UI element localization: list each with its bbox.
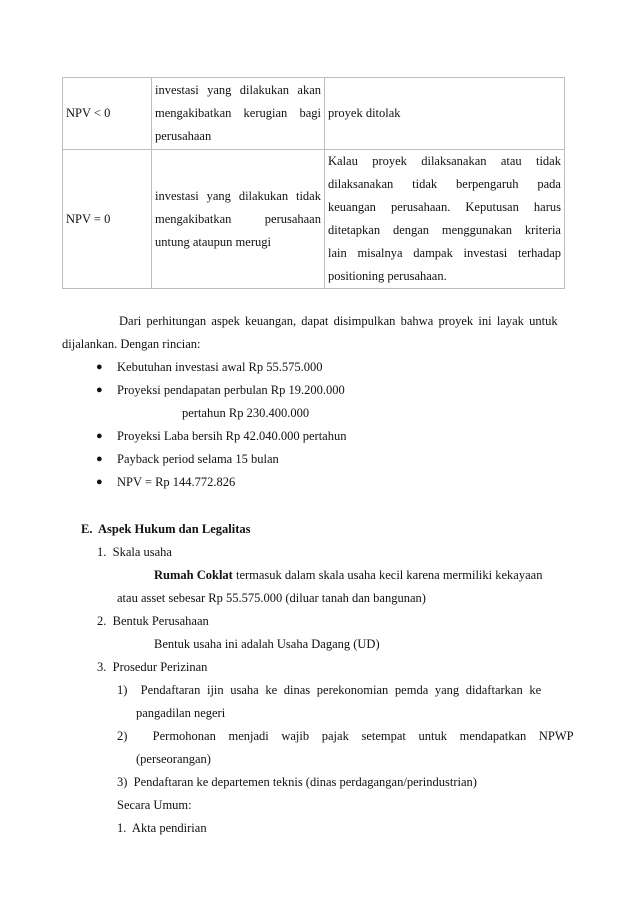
word: dampak xyxy=(413,246,453,261)
bullet-icon: ● xyxy=(96,453,103,465)
description-line: untung ataupun merugi xyxy=(155,234,271,249)
business-name: Rumah Coklat xyxy=(154,568,233,582)
scale-text-line-1 xyxy=(154,569,542,582)
form-label: 2. Bentuk Perusahaan xyxy=(97,614,209,628)
bullet-revenue-year: pertahun Rp 230.400.000 xyxy=(182,406,310,420)
description-line xyxy=(155,208,321,231)
procedure-item-1-cont: pangadilan negeri xyxy=(136,706,226,720)
word: dilaksanakan xyxy=(421,154,487,169)
word: terhadap xyxy=(517,246,561,261)
table-row xyxy=(63,150,565,289)
bullet-revenue-month: Proyeksi pendapatan perbulan Rp 19.200.000 xyxy=(117,383,345,397)
description-line xyxy=(155,102,321,125)
bullet-payback: Payback period selama 15 bulan xyxy=(117,452,279,466)
scale-text-line-2: atau asset sebesar Rp 55.575.000 (diluar tanah dan bangunan) xyxy=(117,591,426,605)
procedure-item-1: 1) Pendaftaran ijin usaha ke dinas perekonomian pemda yang didaftarkan ke xyxy=(117,683,542,697)
procedure-item-2-cont: (perseorangan) xyxy=(136,752,211,766)
word: investasi xyxy=(155,188,199,203)
word: tidak xyxy=(535,154,561,169)
decision-line xyxy=(328,219,561,242)
word: tidak xyxy=(412,177,438,192)
word: kriteria xyxy=(524,223,561,238)
word: mengakibatkan xyxy=(155,211,232,226)
conclusion-line-2: dijalankan. Dengan rincian: xyxy=(62,337,201,351)
description-line: perusahaan xyxy=(155,129,212,144)
word: harus xyxy=(533,200,561,215)
description-line xyxy=(155,185,321,208)
word: yang xyxy=(207,83,232,98)
word: berpengaruh xyxy=(456,177,519,192)
word: pada xyxy=(537,177,561,192)
word: dilakukan xyxy=(239,83,290,98)
word: akan xyxy=(297,83,321,98)
word: yang xyxy=(206,188,231,203)
bullet-icon: ● xyxy=(96,361,103,373)
procedure-item-2: 2) Permohonan menjadi wajib pajak setempat untuk mendapatkan NPWP xyxy=(117,729,574,743)
form-text: Bentuk usaha ini adalah Usaha Dagang (UD) xyxy=(154,637,380,651)
word: Keputusan xyxy=(465,200,519,215)
table-row xyxy=(63,78,565,150)
word: bagi xyxy=(299,106,321,121)
word: keuangan xyxy=(328,200,376,215)
general-label: Secara Umum: xyxy=(117,798,192,812)
decision-line xyxy=(328,196,561,219)
bullet-npv: NPV = Rp 144.772.826 xyxy=(117,475,236,489)
word: tidak xyxy=(295,188,321,203)
description-line xyxy=(155,79,321,102)
procedure-item-3: 3) Pendaftaran ke departemen teknis (dinas perdagangan/perindustrian) xyxy=(117,775,477,789)
decision-cell: proyek ditolak xyxy=(325,78,565,150)
decision-cell xyxy=(325,150,565,289)
procedure-label: 3. Prosedur Perizinan xyxy=(97,660,208,674)
word: lain xyxy=(328,246,347,261)
decision-line: positioning perusahaan. xyxy=(328,269,447,284)
word: mengakibatkan xyxy=(155,106,232,121)
description-cell xyxy=(152,150,325,289)
word: menggunakan xyxy=(441,223,513,238)
word: investasi xyxy=(463,246,508,261)
word: perusahaan xyxy=(264,211,321,226)
decision-line xyxy=(328,150,561,173)
word: atau xyxy=(500,154,522,169)
bullet-icon: ● xyxy=(96,476,103,488)
decision-line xyxy=(328,173,561,196)
word: Kalau xyxy=(328,154,358,169)
word: dilaksanakan xyxy=(328,177,394,192)
condition-cell: NPV < 0 xyxy=(63,78,152,150)
word: dilakukan xyxy=(238,188,289,203)
section-heading: E. Aspek Hukum dan Legalitas xyxy=(81,522,251,536)
conclusion-line-1: Dari perhitungan aspek keuangan, dapat disimpulkan bahwa proyek ini layak untuk xyxy=(119,314,558,328)
bullet-icon: ● xyxy=(96,430,103,442)
decision-line xyxy=(328,242,561,265)
word: perusahaan. xyxy=(390,200,451,215)
word: kerugian xyxy=(243,106,288,121)
word: investasi xyxy=(155,83,199,98)
scale-text-rest: termasuk dalam skala usaha kecil karena mermiliki kekayaan xyxy=(235,568,543,582)
description-cell xyxy=(152,78,325,150)
bullet-investment: Kebutuhan investasi awal Rp 55.575.000 xyxy=(117,360,323,374)
word: proyek xyxy=(372,154,407,169)
word: misalnya xyxy=(357,246,403,261)
word: ditetapkan xyxy=(328,223,381,238)
bullet-profit: Proyeksi Laba bersih Rp 42.040.000 pertahun xyxy=(117,429,347,443)
word: dengan xyxy=(392,223,430,238)
npv-table xyxy=(62,77,565,289)
condition-cell: NPV = 0 xyxy=(63,150,152,289)
bullet-icon: ● xyxy=(96,384,103,396)
general-item-1: 1. Akta pendirian xyxy=(117,821,207,835)
scale-label: 1. Skala usaha xyxy=(97,545,172,559)
